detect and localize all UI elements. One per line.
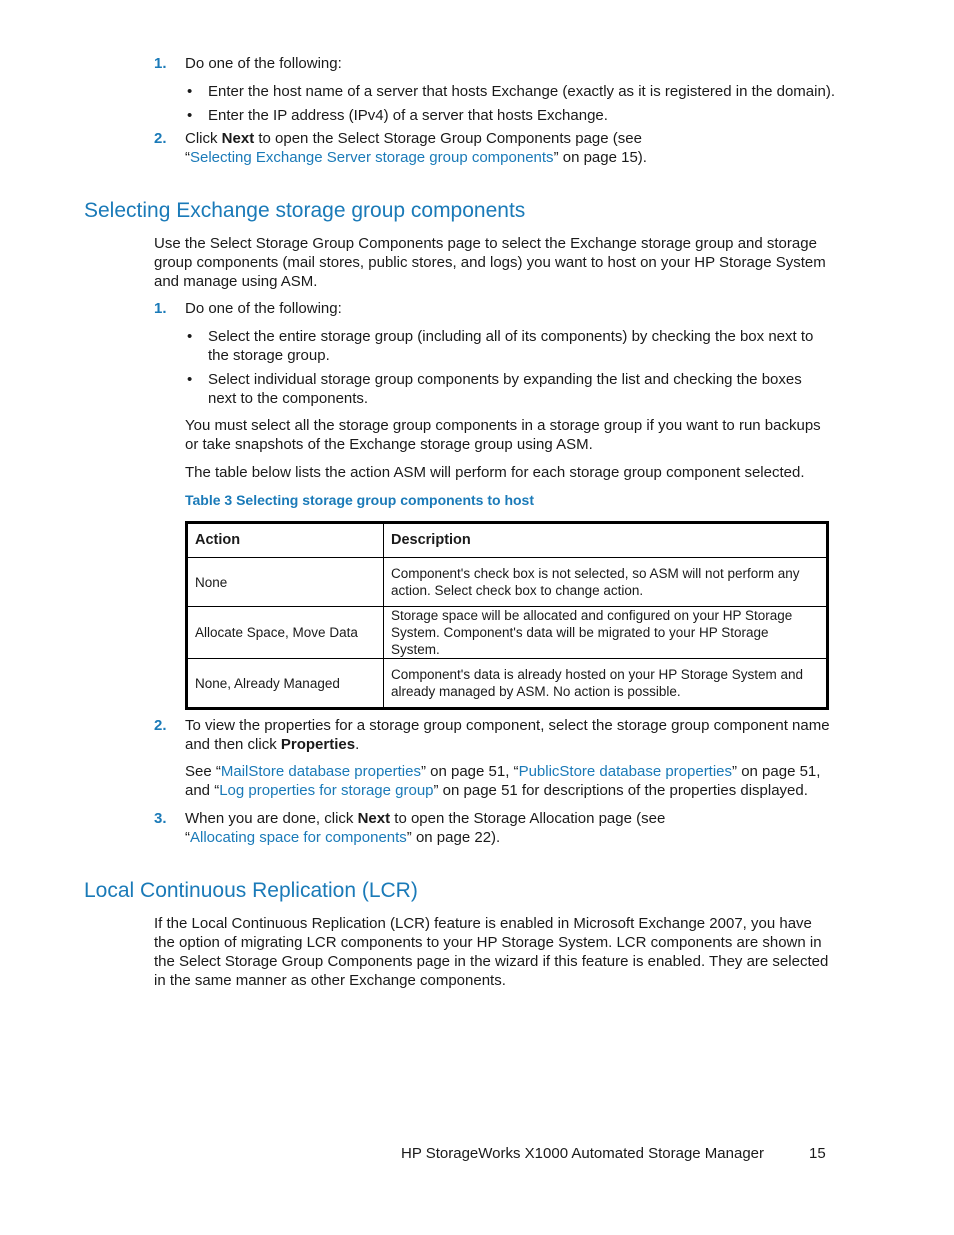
bullet-icon: • [187, 371, 193, 388]
table-row [187, 607, 828, 659]
text-run: To view the properties for a storage group component, select the storage group component name and then click [185, 717, 830, 753]
bullet-icon: • [187, 328, 193, 345]
text-run: to open the Storage Allocation page (see [390, 810, 666, 827]
bold-next: Next [357, 810, 391, 827]
step-text [185, 809, 830, 847]
bold-properties: Properties [280, 736, 356, 753]
table-cell-action: None, Already Managed [187, 659, 384, 709]
step-paragraph: The table below lists the action ASM will perform for each storage group component selected. [185, 464, 805, 481]
text-run: “ [185, 829, 190, 846]
section-heading: Local Continuous Replication (LCR) [84, 879, 418, 902]
text-run: ” on page 15). [553, 149, 647, 166]
link-mailstore-properties[interactable]: MailStore database properties [220, 763, 421, 780]
text-run: . [355, 736, 360, 753]
link-publicstore-properties[interactable]: PublicStore database properties [518, 763, 733, 780]
step-number: 2. [154, 717, 167, 734]
link-allocating-space[interactable]: Allocating space for components [190, 829, 407, 846]
text-run: “ [185, 149, 190, 166]
step-text: Do one of the following: [185, 55, 342, 72]
step-text: Do one of the following: [185, 300, 342, 317]
step-number: 3. [154, 810, 167, 827]
section-heading: Selecting Exchange storage group components [84, 199, 526, 222]
bullet-icon: • [187, 83, 193, 100]
text-run: ” on page 51 for descriptions of the properties displayed. [433, 782, 808, 799]
page-footer [401, 1144, 826, 1163]
bullet-icon: • [187, 107, 193, 124]
table-cell-action: Allocate Space, Move Data [187, 607, 384, 659]
table-header-row [187, 523, 828, 558]
column-header-action: Action [187, 523, 384, 558]
bullet-text: Enter the host name of a server that hosts Exchange (exactly as it is registered in the domain). [208, 83, 835, 100]
bullet-text: Enter the IP address (IPv4) of a server that hosts Exchange. [208, 107, 608, 124]
step-number: 1. [154, 55, 167, 72]
table-cell-description: Storage space will be allocated and configured on your HP Storage System. Component's data will be migrated to your HP Storage System. [384, 607, 828, 659]
table-caption: Table 3 Selecting storage group components to host [185, 492, 535, 508]
text-run: See “ [185, 763, 221, 780]
table-cell-description: Component's check box is not selected, so ASM will not perform any action. Select check box to change action. [384, 558, 828, 607]
text-run: ” on page 22). [406, 829, 501, 846]
text-run: ” on page 51, and “ [185, 763, 821, 799]
bullet-text: Select the entire storage group (including all of its components) by checking the box next to the storage group. [208, 328, 814, 364]
text-run: to open the Select Storage Group Components page (see [254, 130, 642, 147]
step-text [185, 716, 830, 754]
footer-title: HP StorageWorks X1000 Automated Storage Manager [401, 1145, 764, 1162]
section-intro: Use the Select Storage Group Components page to select the Exchange storage group and storage group components (mail stores, public stores, and logs) you want to host on your HP Storage System and manage using ASM. [154, 235, 826, 290]
table-row [187, 558, 828, 607]
step-number: 2. [154, 130, 167, 147]
section-paragraph: If the Local Continuous Replication (LCR) feature is enabled in Microsoft Exchange 2007, you have the option of migrating LCR components to your HP Storage System. LCR components are shown in the Select Storage Group Components page in the wizard if this feature is enabled. They are selected in the same manner as other Exchange components. [154, 915, 829, 989]
column-header-description: Description [384, 523, 828, 558]
text-run: When you are done, click [185, 810, 358, 827]
step-text [185, 129, 830, 167]
bullet-text: Select individual storage group components by expanding the list and checking the boxes next to the components. [208, 371, 802, 407]
step-paragraph: You must select all the storage group components in a storage group if you want to run backups or take snapshots of the Exchange storage group using ASM. [185, 417, 821, 453]
see-also-paragraph [185, 762, 830, 800]
table-cell-action: None [187, 558, 384, 607]
text-run: ” on page 51, “ [420, 763, 519, 780]
table-cell-description: Component's data is already hosted on your HP Storage System and already managed by ASM. No action is possible. [384, 659, 828, 709]
bold-next: Next [221, 130, 255, 147]
components-table [185, 521, 829, 710]
text-run: Click [185, 130, 222, 147]
step-number: 1. [154, 300, 167, 317]
table-row [187, 659, 828, 709]
link-selecting-components[interactable]: Selecting Exchange Server storage group components [190, 149, 554, 166]
link-log-properties[interactable]: Log properties for storage group [219, 782, 434, 799]
page-number: 15 [809, 1145, 826, 1162]
